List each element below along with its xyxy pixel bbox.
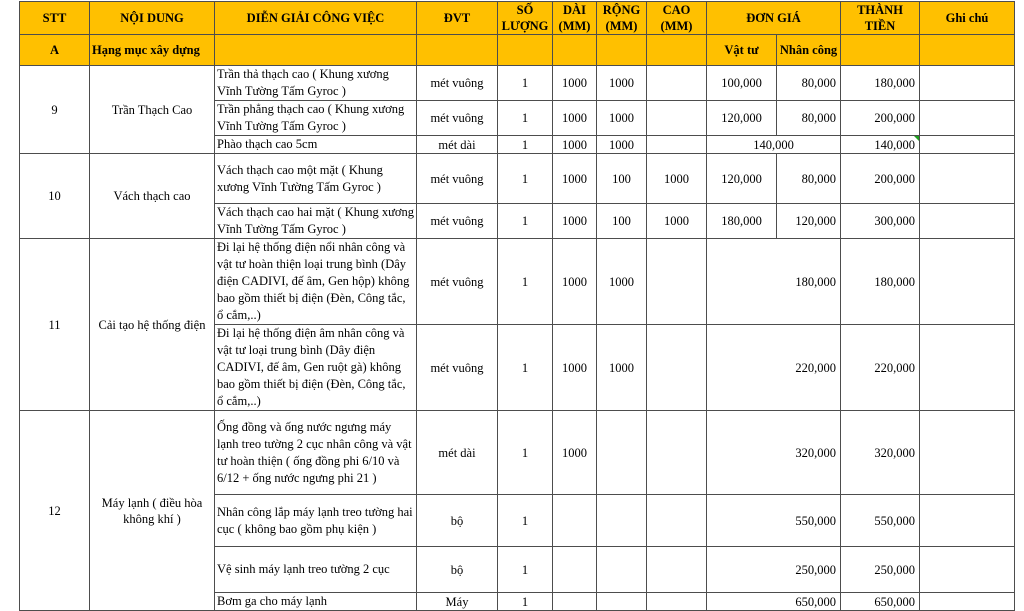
table-row bbox=[20, 239, 1015, 325]
note bbox=[920, 411, 1015, 495]
quantity: 1 bbox=[498, 495, 553, 547]
work-description: Đi lại hệ thống điện âm nhân công và vật tư loại trung bình (Dây điện CADIVI, đế âm, Gen ruột gà) không bao gồm thiết bị điện (Đèn, Công tắc, ổ cắm,..) bbox=[215, 325, 417, 411]
note bbox=[920, 66, 1015, 101]
table-row bbox=[20, 66, 1015, 101]
unit-price: 220,000 bbox=[707, 325, 841, 411]
header-cao: CAO (MM) bbox=[647, 2, 707, 35]
note bbox=[920, 204, 1015, 239]
material-price: 180,000 bbox=[707, 204, 777, 239]
unit-price: 550,000 bbox=[707, 495, 841, 547]
header-noi-dung: NỘI DUNG bbox=[90, 2, 215, 35]
height-mm bbox=[647, 495, 707, 547]
work-description: Vách thạch cao hai mặt ( Khung xương Vĩnh Tường Tấm Gyroc ) bbox=[215, 204, 417, 239]
note bbox=[920, 495, 1015, 547]
group-stt: 11 bbox=[20, 239, 90, 411]
labor-price: 120,000 bbox=[777, 204, 841, 239]
total-amount: 200,000 bbox=[841, 154, 920, 204]
unit-price: 320,000 bbox=[707, 411, 841, 495]
group-name: Trần Thạch Cao bbox=[90, 66, 215, 154]
header-dai: DÀI (MM) bbox=[553, 2, 597, 35]
note bbox=[920, 547, 1015, 593]
unit: mét vuông bbox=[417, 101, 498, 136]
material-price: 120,000 bbox=[707, 154, 777, 204]
length-mm bbox=[553, 495, 597, 547]
group-name: Cải tạo hệ thống điện bbox=[90, 239, 215, 411]
total-amount: 200,000 bbox=[841, 101, 920, 136]
total-amount: 180,000 bbox=[841, 66, 920, 101]
height-mm bbox=[647, 66, 707, 101]
unit: mét vuông bbox=[417, 239, 498, 325]
quantity: 1 bbox=[498, 593, 553, 611]
total-amount: 250,000 bbox=[841, 547, 920, 593]
width-mm bbox=[597, 593, 647, 611]
length-mm: 1000 bbox=[553, 101, 597, 136]
table-row bbox=[20, 411, 1015, 495]
section-stt: A bbox=[20, 35, 90, 66]
width-mm: 100 bbox=[597, 154, 647, 204]
height-mm bbox=[647, 593, 707, 611]
length-mm: 1000 bbox=[553, 239, 597, 325]
note bbox=[920, 101, 1015, 136]
width-mm: 1000 bbox=[597, 325, 647, 411]
unit: mét dài bbox=[417, 411, 498, 495]
length-mm: 1000 bbox=[553, 411, 597, 495]
height-mm bbox=[647, 239, 707, 325]
height-mm bbox=[647, 325, 707, 411]
work-description: Ống đồng và ống nước ngưng máy lạnh treo tường 2 cục nhân công và vật tư hoàn thiện ( ống đồng phi 6/10 và 6/12 + ống nước ngưng phi 21 ) bbox=[215, 411, 417, 495]
group-stt: 9 bbox=[20, 66, 90, 154]
width-mm: 1000 bbox=[597, 66, 647, 101]
height-mm bbox=[647, 547, 707, 593]
header-don-gia: ĐƠN GIÁ bbox=[707, 2, 841, 35]
header-nhan-cong: Nhân công bbox=[777, 35, 841, 66]
quote-table bbox=[19, 1, 1015, 611]
height-mm: 1000 bbox=[647, 154, 707, 204]
unit: bộ bbox=[417, 495, 498, 547]
note bbox=[920, 136, 1015, 154]
work-description: Bơm ga cho máy lạnh bbox=[215, 593, 417, 611]
total-amount: 180,000 bbox=[841, 239, 920, 325]
width-mm: 100 bbox=[597, 204, 647, 239]
unit-price: 250,000 bbox=[707, 547, 841, 593]
header-so-luong: SỐ LƯỢNG bbox=[498, 2, 553, 35]
work-description: Đi lại hệ thống điện nổi nhân công và vật tư hoàn thiện loại trung bình (Dây điện CADIVI, đế âm, Gen hộp) không bao gồm thiết bị điện (Đèn, Công tắc, ổ cắm,..) bbox=[215, 239, 417, 325]
total-amount: 650,000 bbox=[841, 593, 920, 611]
width-mm: 1000 bbox=[597, 101, 647, 136]
quantity: 1 bbox=[498, 101, 553, 136]
length-mm: 1000 bbox=[553, 204, 597, 239]
table-row bbox=[20, 154, 1015, 204]
height-mm bbox=[647, 101, 707, 136]
labor-price: 80,000 bbox=[777, 66, 841, 101]
work-description: Trần phẳng thạch cao ( Khung xương Vĩnh Tường Tấm Gyroc ) bbox=[215, 101, 417, 136]
header-dien-giai: DIỄN GIẢI CÔNG VIỆC bbox=[215, 2, 417, 35]
quantity: 1 bbox=[498, 136, 553, 154]
group-name: Vách thạch cao bbox=[90, 154, 215, 239]
work-description: Vệ sinh máy lạnh treo tường 2 cục bbox=[215, 547, 417, 593]
work-description: Phào thạch cao 5cm bbox=[215, 136, 417, 154]
quantity: 1 bbox=[498, 239, 553, 325]
header-vat-tu: Vật tư bbox=[707, 35, 777, 66]
total-amount: 300,000 bbox=[841, 204, 920, 239]
total-amount: 220,000 bbox=[841, 325, 920, 411]
total-amount: 320,000 bbox=[841, 411, 920, 495]
note bbox=[920, 593, 1015, 611]
length-mm: 1000 bbox=[553, 154, 597, 204]
group-stt: 12 bbox=[20, 411, 90, 611]
unit: Máy bbox=[417, 593, 498, 611]
unit: mét vuông bbox=[417, 66, 498, 101]
note bbox=[920, 154, 1015, 204]
material-price: 100,000 bbox=[707, 66, 777, 101]
width-mm bbox=[597, 411, 647, 495]
header-dvt: ĐVT bbox=[417, 2, 498, 35]
unit-price: 140,000 bbox=[707, 136, 841, 154]
note bbox=[920, 325, 1015, 411]
length-mm: 1000 bbox=[553, 66, 597, 101]
unit-price: 650,000 bbox=[707, 593, 841, 611]
section-title: Hạng mục xây dựng bbox=[90, 35, 215, 66]
header-ghi-chu: Ghi chú bbox=[920, 2, 1015, 35]
unit-price: 180,000 bbox=[707, 239, 841, 325]
unit: mét vuông bbox=[417, 204, 498, 239]
length-mm: 1000 bbox=[553, 136, 597, 154]
quantity: 1 bbox=[498, 325, 553, 411]
note bbox=[920, 239, 1015, 325]
total-amount: 140,000 bbox=[841, 136, 920, 154]
material-price: 120,000 bbox=[707, 101, 777, 136]
header-stt: STT bbox=[20, 2, 90, 35]
length-mm bbox=[553, 547, 597, 593]
work-description: Vách thạch cao một mặt ( Khung xương Vĩnh Tường Tấm Gyroc ) bbox=[215, 154, 417, 204]
table-body bbox=[20, 66, 1015, 611]
quantity: 1 bbox=[498, 154, 553, 204]
length-mm: 1000 bbox=[553, 325, 597, 411]
quantity: 1 bbox=[498, 411, 553, 495]
unit: mét dài bbox=[417, 136, 498, 154]
work-description: Nhân công lắp máy lạnh treo tường hai cục ( không bao gồm phụ kiện ) bbox=[215, 495, 417, 547]
height-mm bbox=[647, 411, 707, 495]
header-thanh-tien: THÀNH TIỀN bbox=[841, 2, 920, 35]
unit: mét vuông bbox=[417, 325, 498, 411]
quantity: 1 bbox=[498, 547, 553, 593]
group-name: Máy lạnh ( điều hòa không khí ) bbox=[90, 411, 215, 611]
unit: mét vuông bbox=[417, 154, 498, 204]
labor-price: 80,000 bbox=[777, 154, 841, 204]
width-mm: 1000 bbox=[597, 136, 647, 154]
width-mm bbox=[597, 495, 647, 547]
total-amount: 550,000 bbox=[841, 495, 920, 547]
width-mm bbox=[597, 547, 647, 593]
quantity: 1 bbox=[498, 204, 553, 239]
length-mm bbox=[553, 593, 597, 611]
work-description: Trần thả thạch cao ( Khung xương Vĩnh Tường Tấm Gyroc ) bbox=[215, 66, 417, 101]
quantity: 1 bbox=[498, 66, 553, 101]
header-rong: RỘNG (MM) bbox=[597, 2, 647, 35]
labor-price: 80,000 bbox=[777, 101, 841, 136]
width-mm: 1000 bbox=[597, 239, 647, 325]
group-stt: 10 bbox=[20, 154, 90, 239]
unit: bộ bbox=[417, 547, 498, 593]
height-mm: 1000 bbox=[647, 204, 707, 239]
height-mm bbox=[647, 136, 707, 154]
